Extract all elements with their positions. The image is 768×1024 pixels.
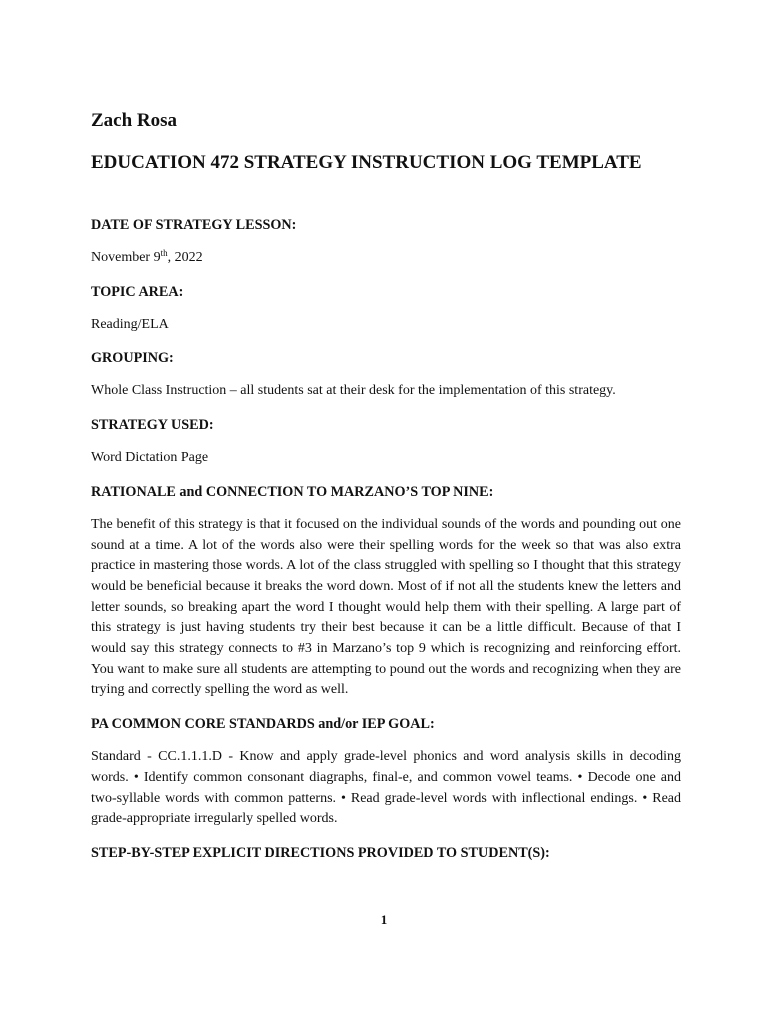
author-name: Zach Rosa — [91, 110, 178, 131]
grouping-value: Whole Class Instruction – all students sat at their desk for the implementation of this strategy. — [91, 383, 616, 399]
date-value — [91, 248, 681, 269]
document-body — [91, 214, 681, 876]
grouping-heading: GROUPING: — [91, 350, 174, 367]
topic-value: Reading/ELA — [91, 316, 169, 332]
topic-heading: TOPIC AREA: — [91, 283, 184, 300]
rationale-heading: RATIONALE and CONNECTION TO MARZANO’S TOP NINE: — [91, 483, 494, 500]
rationale-paragraph: The benefit of this strategy is that it focused on the individual sounds of the words and pounding out one sound at a time. A lot of the words also were their spelling words for the week so that was also extra practice in mastering those words. A lot of the class struggled with spelling so I thought that this strategy would be beneficial because it breaks the word down. Most of if not all the students knew the letters and letter sounds, so breaking apart the word I thought would help them with their spelling. A large part of this strategy is just having students try their best because it can be a little difficult. Because of that I would say this strategy connects to #3 in Marzano’s top 9 which is recognizing and reinforcing effort. You want to make sure all students are attempting to pound out the words and recognizing when they are trying and correctly spelling the word as well. — [91, 516, 681, 698]
date-value-suffix: th — [160, 248, 168, 258]
directions-heading: STEP-BY-STEP EXPLICIT DIRECTIONS PROVIDED TO STUDENT(S): — [91, 844, 550, 861]
document-title: EDUCATION 472 STRATEGY INSTRUCTION LOG TEMPLATE — [91, 152, 642, 173]
date-value-year: , 2022 — [167, 250, 203, 265]
date-value-main: November 9 — [91, 250, 161, 265]
standards-heading: PA COMMON CORE STANDARDS and/or IEP GOAL: — [91, 716, 435, 733]
date-heading: DATE OF STRATEGY LESSON: — [91, 217, 297, 233]
page-number: 1 — [380, 912, 388, 927]
strategy-heading: STRATEGY USED: — [91, 417, 214, 434]
strategy-value: Word Dictation Page — [91, 450, 209, 466]
standards-paragraph: Standard - CC.1.1.1.D - Know and apply grade-level phonics and word analysis skills in decoding words. • Identify common consonant diagraphs, final-e, and common vowel teams. • Decode one and two-syllable words with common patterns. • Read grade-level words with inflectional endings. • Read grade-appropriate irregularly spelled words. — [91, 749, 681, 827]
